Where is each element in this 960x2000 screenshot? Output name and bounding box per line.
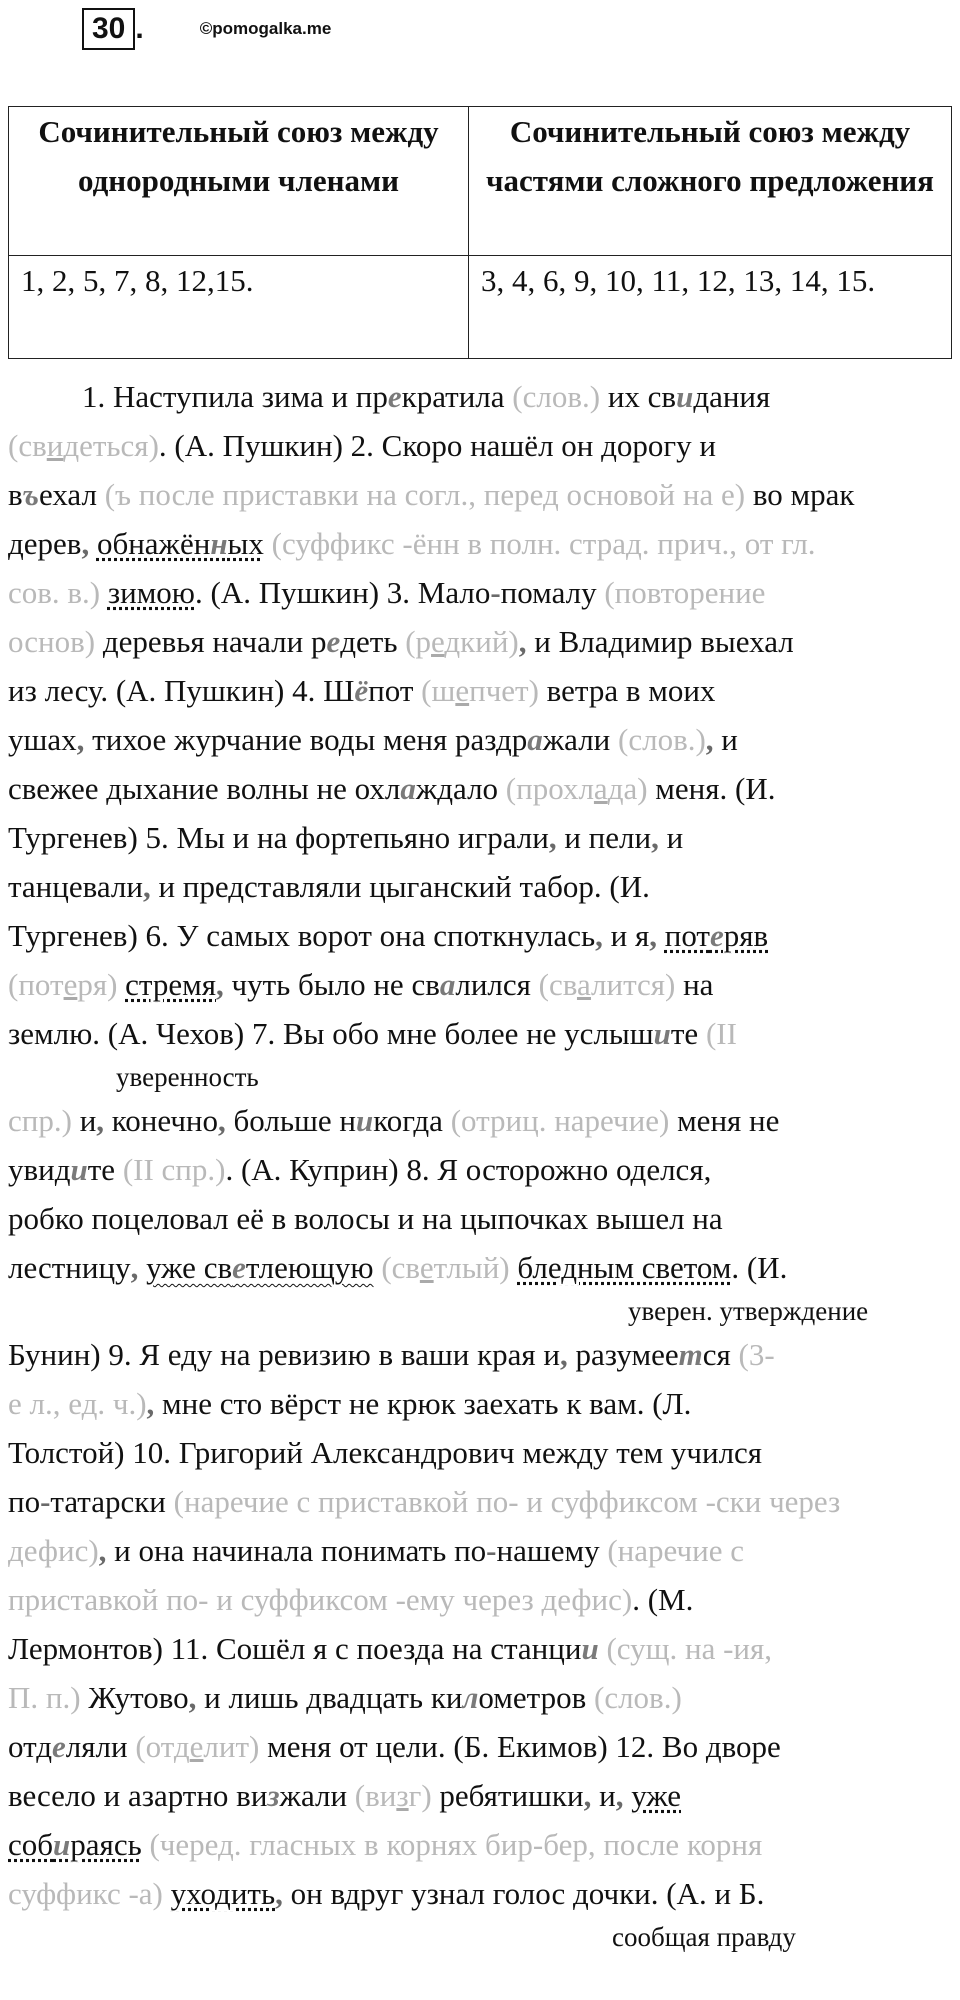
text-line: е л., ед. ч.), мне сто вёрст не крюк заехать к вам. (Л. (8, 1386, 692, 1421)
text-line: по-татарски (наречие с приставкой по- и суффиксом -ски через (8, 1484, 841, 1519)
task-header (82, 8, 331, 50)
annotation (8, 1918, 952, 1956)
text-line: Бунин) 9. Я еду на ревизию в ваши края и, разумеется (3- (8, 1337, 775, 1372)
text-line: (потеря) стремя, чуть было не свалился (свалится) на (8, 967, 714, 1002)
text-line: увидите (II спр.). (А. Куприн) 8. Я осторожно оделся, (8, 1152, 712, 1187)
text-line: лестницу, уже светлеющую (светлый) бледным светом. (И. (8, 1250, 788, 1285)
text-line: из лесу. (А. Пушкин) 4. Шёпот (шепчет) ветра в моих (8, 673, 716, 708)
exercise-text (8, 372, 952, 1956)
task-number: 30 (82, 8, 135, 50)
text-line: Тургенев) 5. Мы и на фортепьяно играли, и пели, и (8, 820, 684, 855)
text-line: (свидеться). (А. Пушкин) 2. Скоро нашёл он дорогу и (8, 428, 716, 463)
table-header-homogeneous: Сочинительный союз между однородными членами (9, 107, 469, 256)
table-cell-complex: 3, 4, 6, 9, 10, 11, 12, 13, 14, 15. (469, 256, 952, 359)
text-line: приставкой по- и суффиксом -ему через дефис). (М. (8, 1582, 694, 1617)
text-line: землю. (А. Чехов) 7. Вы обо мне более не услышите (II (8, 1016, 737, 1051)
text-line: отделяли (отделит) меня от цели. (Б. Екимов) 12. Во дворе (8, 1729, 781, 1764)
text-line: собираясь (черед. гласных в корнях бир-бер, после корня (8, 1827, 763, 1862)
text-line: Лермонтов) 11. Сошёл я с поезда на станции (сущ. на -ия, (8, 1631, 773, 1666)
text-line: танцевали, и представляли цыганский табор. (И. (8, 869, 650, 904)
text-line: свежее дыхание волны не охлаждало (прохлада) меня. (И. (8, 771, 776, 806)
text-line: основ) деревья начали редеть (редкий), и Владимир выехал (8, 624, 794, 659)
annotation-text: уверенность (116, 1062, 259, 1092)
text-line: въехал (ъ после приставки на согл., перед основой на е) во мрак (8, 477, 855, 512)
annotation (8, 1292, 952, 1330)
text-line: Толстой) 10. Григорий Александрович между тем учился (8, 1435, 763, 1470)
text-line: дерев, обнажённых (суффикс -ённ в полн. страд. прич., от гл. (8, 526, 816, 561)
table-cell-homogeneous: 1, 2, 5, 7, 8, 12,15. (9, 256, 469, 359)
text-line: весело и азартно визжали (визг) ребятишки, и, уже (8, 1778, 682, 1813)
text-line: 1. Наступила зима и прекратила (слов.) их свидания (82, 379, 771, 414)
text-line: Тургенев) 6. У самых ворот она споткнулась, и я, потеряв (8, 918, 769, 953)
text-line: ушах, тихое журчание воды меня раздражали (слов.), и (8, 722, 738, 757)
annotation-text: уверен. утверждение (628, 1296, 869, 1326)
text-line: дефис), и она начинала понимать по-нашему (наречие с (8, 1533, 744, 1568)
task-number-dot: . (135, 12, 144, 45)
text-line: П. п.) Жутово, и лишь двадцать километров (слов.) (8, 1680, 682, 1715)
site-watermark: ©pomogalka.me (199, 19, 332, 38)
classification-table (8, 106, 952, 359)
text-line: спр.) и, конечно, больше никогда (отриц. наречие) меня не (8, 1103, 780, 1138)
table-header-complex: Сочинительный союз между частями сложного предложения (469, 107, 952, 256)
text-line: сов. в.) зимою. (А. Пушкин) 3. Мало-помалу (повторение (8, 575, 766, 610)
annotation-text: сообщая правду (612, 1922, 796, 1952)
text-line: робко поцеловал её в волосы и на цыпочках вышел на (8, 1201, 723, 1236)
text-line: суффикс -а) уходить, он вдруг узнал голос дочки. (А. и Б. (8, 1876, 765, 1911)
annotation (8, 1058, 952, 1096)
